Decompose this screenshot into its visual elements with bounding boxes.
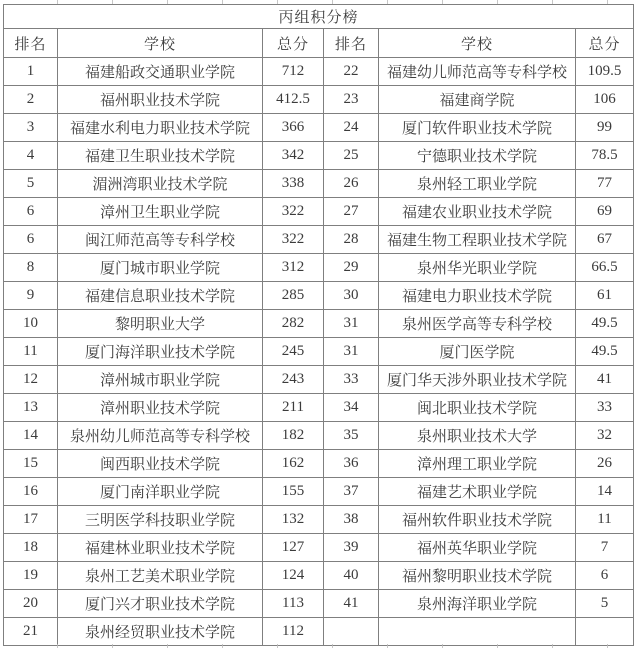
school-cell: 漳州城市职业学院: [58, 366, 263, 394]
rank-cell: 31: [324, 310, 379, 338]
table-row: [4, 422, 634, 450]
table-row: [4, 366, 634, 394]
score-cell: 69: [576, 198, 634, 226]
rank-cell: 23: [324, 86, 379, 114]
school-cell: 福建水利电力职业技术学院: [58, 114, 263, 142]
rank-cell: 5: [4, 170, 58, 198]
rank-cell: 27: [324, 198, 379, 226]
school-cell: 泉州海洋职业学院: [379, 590, 576, 618]
score-cell: [576, 618, 634, 646]
table-row: [4, 86, 634, 114]
score-cell: 124: [263, 562, 324, 590]
table-body: [4, 58, 634, 646]
school-cell: 福州黎明职业技术学院: [379, 562, 576, 590]
rank-cell: 22: [324, 58, 379, 86]
table-row: [4, 618, 634, 646]
score-cell: 162: [263, 450, 324, 478]
school-cell: 厦门兴才职业技术学院: [58, 590, 263, 618]
school-cell: 闽江师范高等专科学校: [58, 226, 263, 254]
score-cell: 338: [263, 170, 324, 198]
score-cell: 32: [576, 422, 634, 450]
score-cell: 49.5: [576, 310, 634, 338]
school-cell: 泉州职业技术大学: [379, 422, 576, 450]
score-cell: 182: [263, 422, 324, 450]
score-cell: 33: [576, 394, 634, 422]
rank-cell: 1: [4, 58, 58, 86]
table-row: [4, 310, 634, 338]
score-cell: 113: [263, 590, 324, 618]
rank-cell: 9: [4, 282, 58, 310]
table-row: [4, 590, 634, 618]
score-cell: 77: [576, 170, 634, 198]
score-cell: 106: [576, 86, 634, 114]
table-title-row: [4, 5, 634, 29]
rank-cell: 12: [4, 366, 58, 394]
school-cell: 泉州轻工职业学院: [379, 170, 576, 198]
school-cell: 福建电力职业技术学院: [379, 282, 576, 310]
col-header-rank-left: 排名: [4, 29, 58, 58]
table-row: [4, 226, 634, 254]
school-cell: 福州职业技术学院: [58, 86, 263, 114]
school-cell: [379, 618, 576, 646]
table-row: [4, 58, 634, 86]
score-cell: 211: [263, 394, 324, 422]
table-header-row: [4, 29, 634, 58]
rank-cell: 10: [4, 310, 58, 338]
rank-cell: 13: [4, 394, 58, 422]
rank-cell: 16: [4, 478, 58, 506]
table-title: 丙组积分榜: [4, 5, 634, 29]
school-cell: 厦门南洋职业学院: [58, 478, 263, 506]
col-header-score-right: 总分: [576, 29, 634, 58]
table-row: [4, 478, 634, 506]
rank-cell: 26: [324, 170, 379, 198]
school-cell: 福州软件职业技术学院: [379, 506, 576, 534]
score-cell: 61: [576, 282, 634, 310]
score-cell: 6: [576, 562, 634, 590]
rank-cell: 41: [324, 590, 379, 618]
score-cell: 26: [576, 450, 634, 478]
table-row: [4, 562, 634, 590]
school-cell: 福建幼儿师范高等专科学校: [379, 58, 576, 86]
score-cell: 109.5: [576, 58, 634, 86]
rank-cell: 2: [4, 86, 58, 114]
rank-cell: [324, 618, 379, 646]
school-cell: 厦门城市职业学院: [58, 254, 263, 282]
score-cell: 155: [263, 478, 324, 506]
school-cell: 厦门华天涉外职业技术学院: [379, 366, 576, 394]
score-cell: 66.5: [576, 254, 634, 282]
score-cell: 5: [576, 590, 634, 618]
score-cell: 99: [576, 114, 634, 142]
col-header-school-left: 学校: [58, 29, 263, 58]
school-cell: 厦门医学院: [379, 338, 576, 366]
school-cell: 泉州华光职业学院: [379, 254, 576, 282]
rank-cell: 21: [4, 618, 58, 646]
score-cell: 322: [263, 198, 324, 226]
table-row: [4, 534, 634, 562]
rank-cell: 36: [324, 450, 379, 478]
rank-cell: 25: [324, 142, 379, 170]
points-leaderboard-table: [3, 4, 634, 646]
score-cell: 67: [576, 226, 634, 254]
rank-cell: 34: [324, 394, 379, 422]
rank-cell: 24: [324, 114, 379, 142]
table-row: [4, 338, 634, 366]
table-row: [4, 114, 634, 142]
score-cell: 14: [576, 478, 634, 506]
rank-cell: 18: [4, 534, 58, 562]
school-cell: 湄洲湾职业技术学院: [58, 170, 263, 198]
school-cell: 厦门软件职业技术学院: [379, 114, 576, 142]
rank-cell: 29: [324, 254, 379, 282]
school-cell: 福建林业职业技术学院: [58, 534, 263, 562]
score-cell: 127: [263, 534, 324, 562]
score-cell: 245: [263, 338, 324, 366]
score-cell: 366: [263, 114, 324, 142]
score-cell: 132: [263, 506, 324, 534]
table-row: [4, 394, 634, 422]
school-cell: 泉州经贸职业技术学院: [58, 618, 263, 646]
school-cell: 三明医学科技职业学院: [58, 506, 263, 534]
rank-cell: 8: [4, 254, 58, 282]
score-cell: 243: [263, 366, 324, 394]
rank-cell: 35: [324, 422, 379, 450]
school-cell: 漳州理工职业学院: [379, 450, 576, 478]
school-cell: 宁德职业技术学院: [379, 142, 576, 170]
crop-artifact-ticks-bottom: [3, 644, 633, 648]
score-cell: 342: [263, 142, 324, 170]
col-header-rank-right: 排名: [324, 29, 379, 58]
score-cell: 712: [263, 58, 324, 86]
school-cell: 福建商学院: [379, 86, 576, 114]
rank-cell: 4: [4, 142, 58, 170]
rank-cell: 39: [324, 534, 379, 562]
school-cell: 泉州幼儿师范高等专科学校: [58, 422, 263, 450]
school-cell: 福建船政交通职业学院: [58, 58, 263, 86]
rank-cell: 31: [324, 338, 379, 366]
table-row: [4, 170, 634, 198]
school-cell: 福建农业职业技术学院: [379, 198, 576, 226]
score-cell: 322: [263, 226, 324, 254]
score-cell: 41: [576, 366, 634, 394]
score-cell: 7: [576, 534, 634, 562]
rank-cell: 14: [4, 422, 58, 450]
school-cell: 泉州工艺美术职业学院: [58, 562, 263, 590]
school-cell: 漳州职业技术学院: [58, 394, 263, 422]
school-cell: 漳州卫生职业学院: [58, 198, 263, 226]
score-cell: 412.5: [263, 86, 324, 114]
table-row: [4, 506, 634, 534]
col-header-score-left: 总分: [263, 29, 324, 58]
school-cell: 黎明职业大学: [58, 310, 263, 338]
rank-cell: 37: [324, 478, 379, 506]
school-cell: 福州英华职业学院: [379, 534, 576, 562]
rank-cell: 19: [4, 562, 58, 590]
table-row: [4, 142, 634, 170]
score-cell: 78.5: [576, 142, 634, 170]
rank-cell: 28: [324, 226, 379, 254]
rank-cell: 3: [4, 114, 58, 142]
score-cell: 285: [263, 282, 324, 310]
table-row: [4, 198, 634, 226]
score-cell: 11: [576, 506, 634, 534]
school-cell: 泉州医学高等专科学校: [379, 310, 576, 338]
rank-cell: 15: [4, 450, 58, 478]
score-cell: 49.5: [576, 338, 634, 366]
rank-cell: 17: [4, 506, 58, 534]
rank-cell: 40: [324, 562, 379, 590]
score-cell: 282: [263, 310, 324, 338]
score-cell: 112: [263, 618, 324, 646]
school-cell: 福建艺术职业学院: [379, 478, 576, 506]
rank-cell: 20: [4, 590, 58, 618]
rank-cell: 6: [4, 198, 58, 226]
table-row: [4, 282, 634, 310]
table-row: [4, 254, 634, 282]
school-cell: 福建生物工程职业技术学院: [379, 226, 576, 254]
rank-cell: 11: [4, 338, 58, 366]
rank-cell: 33: [324, 366, 379, 394]
col-header-school-right: 学校: [379, 29, 576, 58]
rank-cell: 30: [324, 282, 379, 310]
table-row: [4, 450, 634, 478]
school-cell: 闽北职业技术学院: [379, 394, 576, 422]
school-cell: 厦门海洋职业技术学院: [58, 338, 263, 366]
rank-cell: 38: [324, 506, 379, 534]
rank-cell: 6: [4, 226, 58, 254]
school-cell: 福建卫生职业技术学院: [58, 142, 263, 170]
score-cell: 312: [263, 254, 324, 282]
school-cell: 福建信息职业技术学院: [58, 282, 263, 310]
school-cell: 闽西职业技术学院: [58, 450, 263, 478]
